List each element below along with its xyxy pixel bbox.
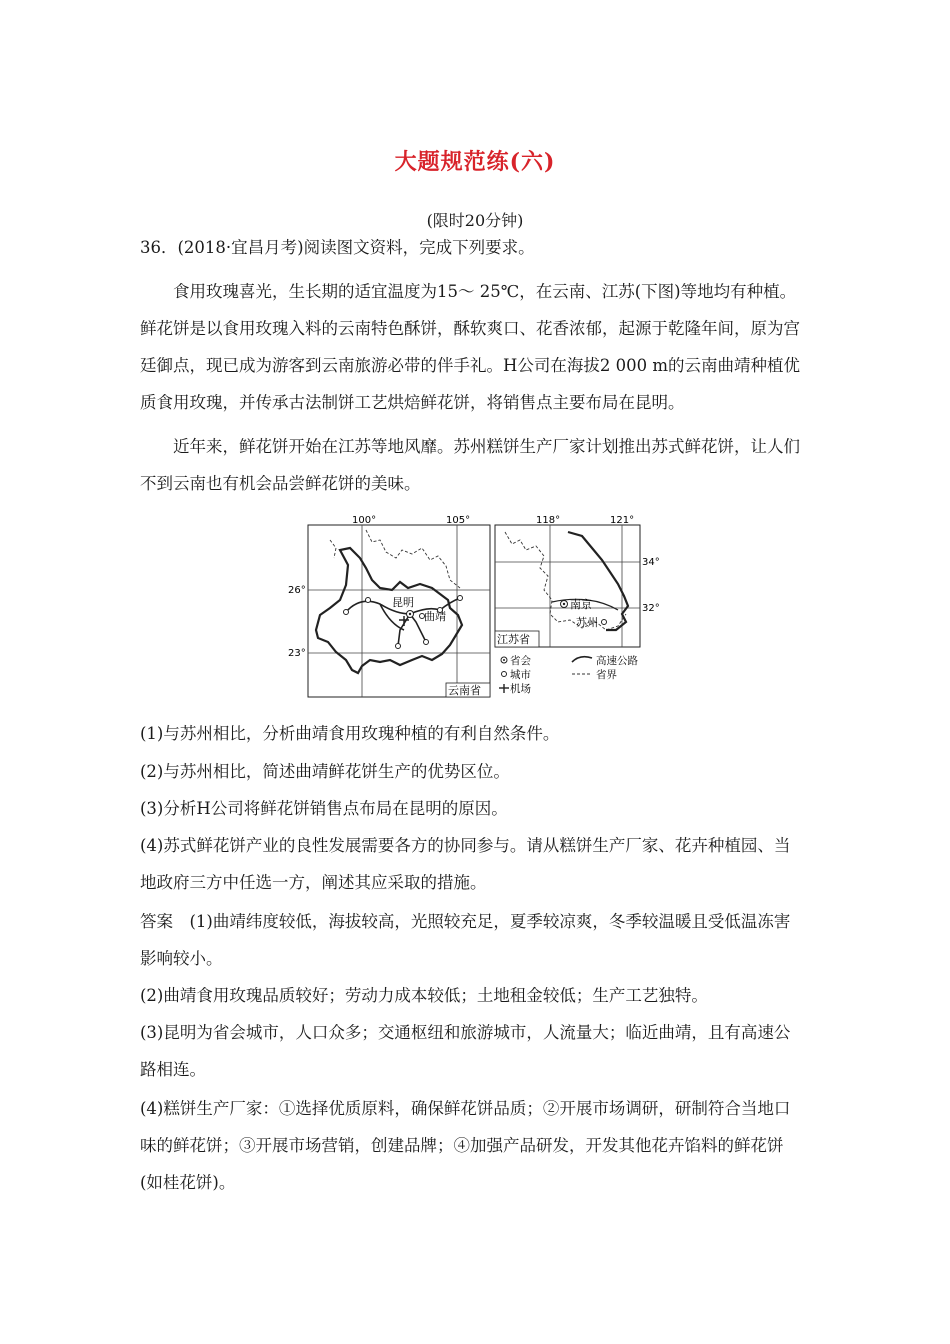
text-line: 质食用玫瑰，并传承古法制饼工艺烘焙鲜花饼，将销售点主要布局在昆明。 xyxy=(140,393,685,412)
capital-marker-dot xyxy=(409,613,411,615)
city-label-nanjing: 南京 xyxy=(570,598,592,611)
legend-city-icon xyxy=(502,672,507,677)
city-marker xyxy=(344,610,349,615)
sub-question: (1)与苏州相比，分析曲靖食用玫瑰种植的有利自然条件。 xyxy=(140,724,560,743)
city-label-kunming: 昆明 xyxy=(392,596,414,609)
map-figure xyxy=(288,510,660,705)
yunnan-map xyxy=(288,515,490,697)
city-label-qujing: 曲靖 xyxy=(424,610,446,623)
legend-airport-icon xyxy=(499,684,509,693)
answer-line: 答案 (1)曲靖纬度较低，海拔较高，光照较充足，夏季较凉爽，冬季较温暖且受低温冻害 xyxy=(140,912,791,931)
text-line: 近年来，鲜花饼开始在江苏等地风靡。苏州糕饼生产厂家计划推出苏式鲜花饼，让人们 xyxy=(173,437,800,456)
province-border-line xyxy=(366,530,460,588)
lat-label: 32° xyxy=(642,603,660,614)
text-line: 食用玫瑰喜光，生长期的适宜温度为15～ 25℃，在云南、江苏(下图)等地均有种植。 xyxy=(173,282,797,301)
yunnan-name: 云南省 xyxy=(448,684,481,697)
legend-airport-label: 机场 xyxy=(510,683,531,695)
city-marker-suzhou xyxy=(602,620,607,625)
city-marker xyxy=(366,598,371,603)
lat-label: 23° xyxy=(288,648,306,659)
lat-label: 26° xyxy=(288,585,306,596)
province-border-line xyxy=(505,532,626,630)
legend-capital-label: 省会 xyxy=(510,655,531,667)
answer-line: (如桂花饼)。 xyxy=(140,1173,236,1192)
lon-label: 118° xyxy=(536,515,561,526)
answer-line: 影响较小。 xyxy=(140,949,223,968)
jiangsu-map xyxy=(495,515,660,647)
answer-line: (2)曲靖食用玫瑰品质较好；劳动力成本较低；土地租金较低；生产工艺独特。 xyxy=(140,986,708,1005)
city-marker xyxy=(458,596,463,601)
answer-line: 路相连。 xyxy=(140,1060,206,1079)
lon-label: 105° xyxy=(446,515,471,526)
answer-line: (4)糕饼生产厂家：①选择优质原料，确保鲜花饼品质；②开展市场调研，研制符合当地口 xyxy=(140,1099,791,1118)
question-header: 36．(2018·宜昌月考)阅读图文资料，完成下列要求。 xyxy=(140,238,535,257)
capital-marker-dot xyxy=(563,603,565,605)
city-label-suzhou: 苏州 xyxy=(576,616,598,629)
answer-line: (3)昆明为省会城市，人口众多；交通枢纽和旅游城市，人流量大；临近曲靖，且有高速公 xyxy=(140,1023,791,1042)
sub-question: (4)苏式鲜花饼产业的良性发展需要各方的协同参与。请从糕饼生产厂家、花卉种植园、当 xyxy=(140,836,791,855)
sub-question: (2)与苏州相比，简述曲靖鲜花饼生产的优势区位。 xyxy=(140,762,510,781)
province-border-line xyxy=(330,540,336,558)
map-legend xyxy=(499,654,638,695)
city-marker xyxy=(396,644,401,649)
text-line: 不到云南也有机会品尝鲜花饼的美味。 xyxy=(140,474,421,493)
lat-label: 34° xyxy=(642,557,660,568)
legend-highway-icon xyxy=(572,657,592,662)
lon-label: 100° xyxy=(352,515,377,526)
sub-question: (3)分析H公司将鲜花饼销售点布局在昆明的原因。 xyxy=(140,799,508,818)
city-marker xyxy=(424,640,429,645)
time-limit: (限时20分钟) xyxy=(426,211,524,230)
jiangsu-name: 江苏省 xyxy=(497,633,530,646)
sub-question: 地政府三方中任选一方，阐述其应采取的措施。 xyxy=(140,873,487,892)
text-line: 廷御点，现已成为游客到云南旅游必带的伴手礼。H公司在海拔2 000 m的云南曲靖种植优 xyxy=(140,356,801,375)
lon-label: 121° xyxy=(610,515,635,526)
text-line: 鲜花饼是以食用玫瑰入料的云南特色酥饼，酥软爽口、花香浓郁，起源于乾隆年间，原为宫 xyxy=(140,319,800,338)
legend-capital-icon-dot xyxy=(503,659,505,661)
answer-line: 味的鲜花饼；③开展市场营销，创建品牌；④加强产品研发，开发其他花卉馅料的鲜花饼 xyxy=(140,1136,784,1155)
legend-city-label: 城市 xyxy=(510,669,531,681)
page-title: 大题规范练(六) xyxy=(394,149,556,175)
legend-highway-label: 高速公路 xyxy=(596,655,638,667)
legend-border-label: 省界 xyxy=(596,669,617,681)
